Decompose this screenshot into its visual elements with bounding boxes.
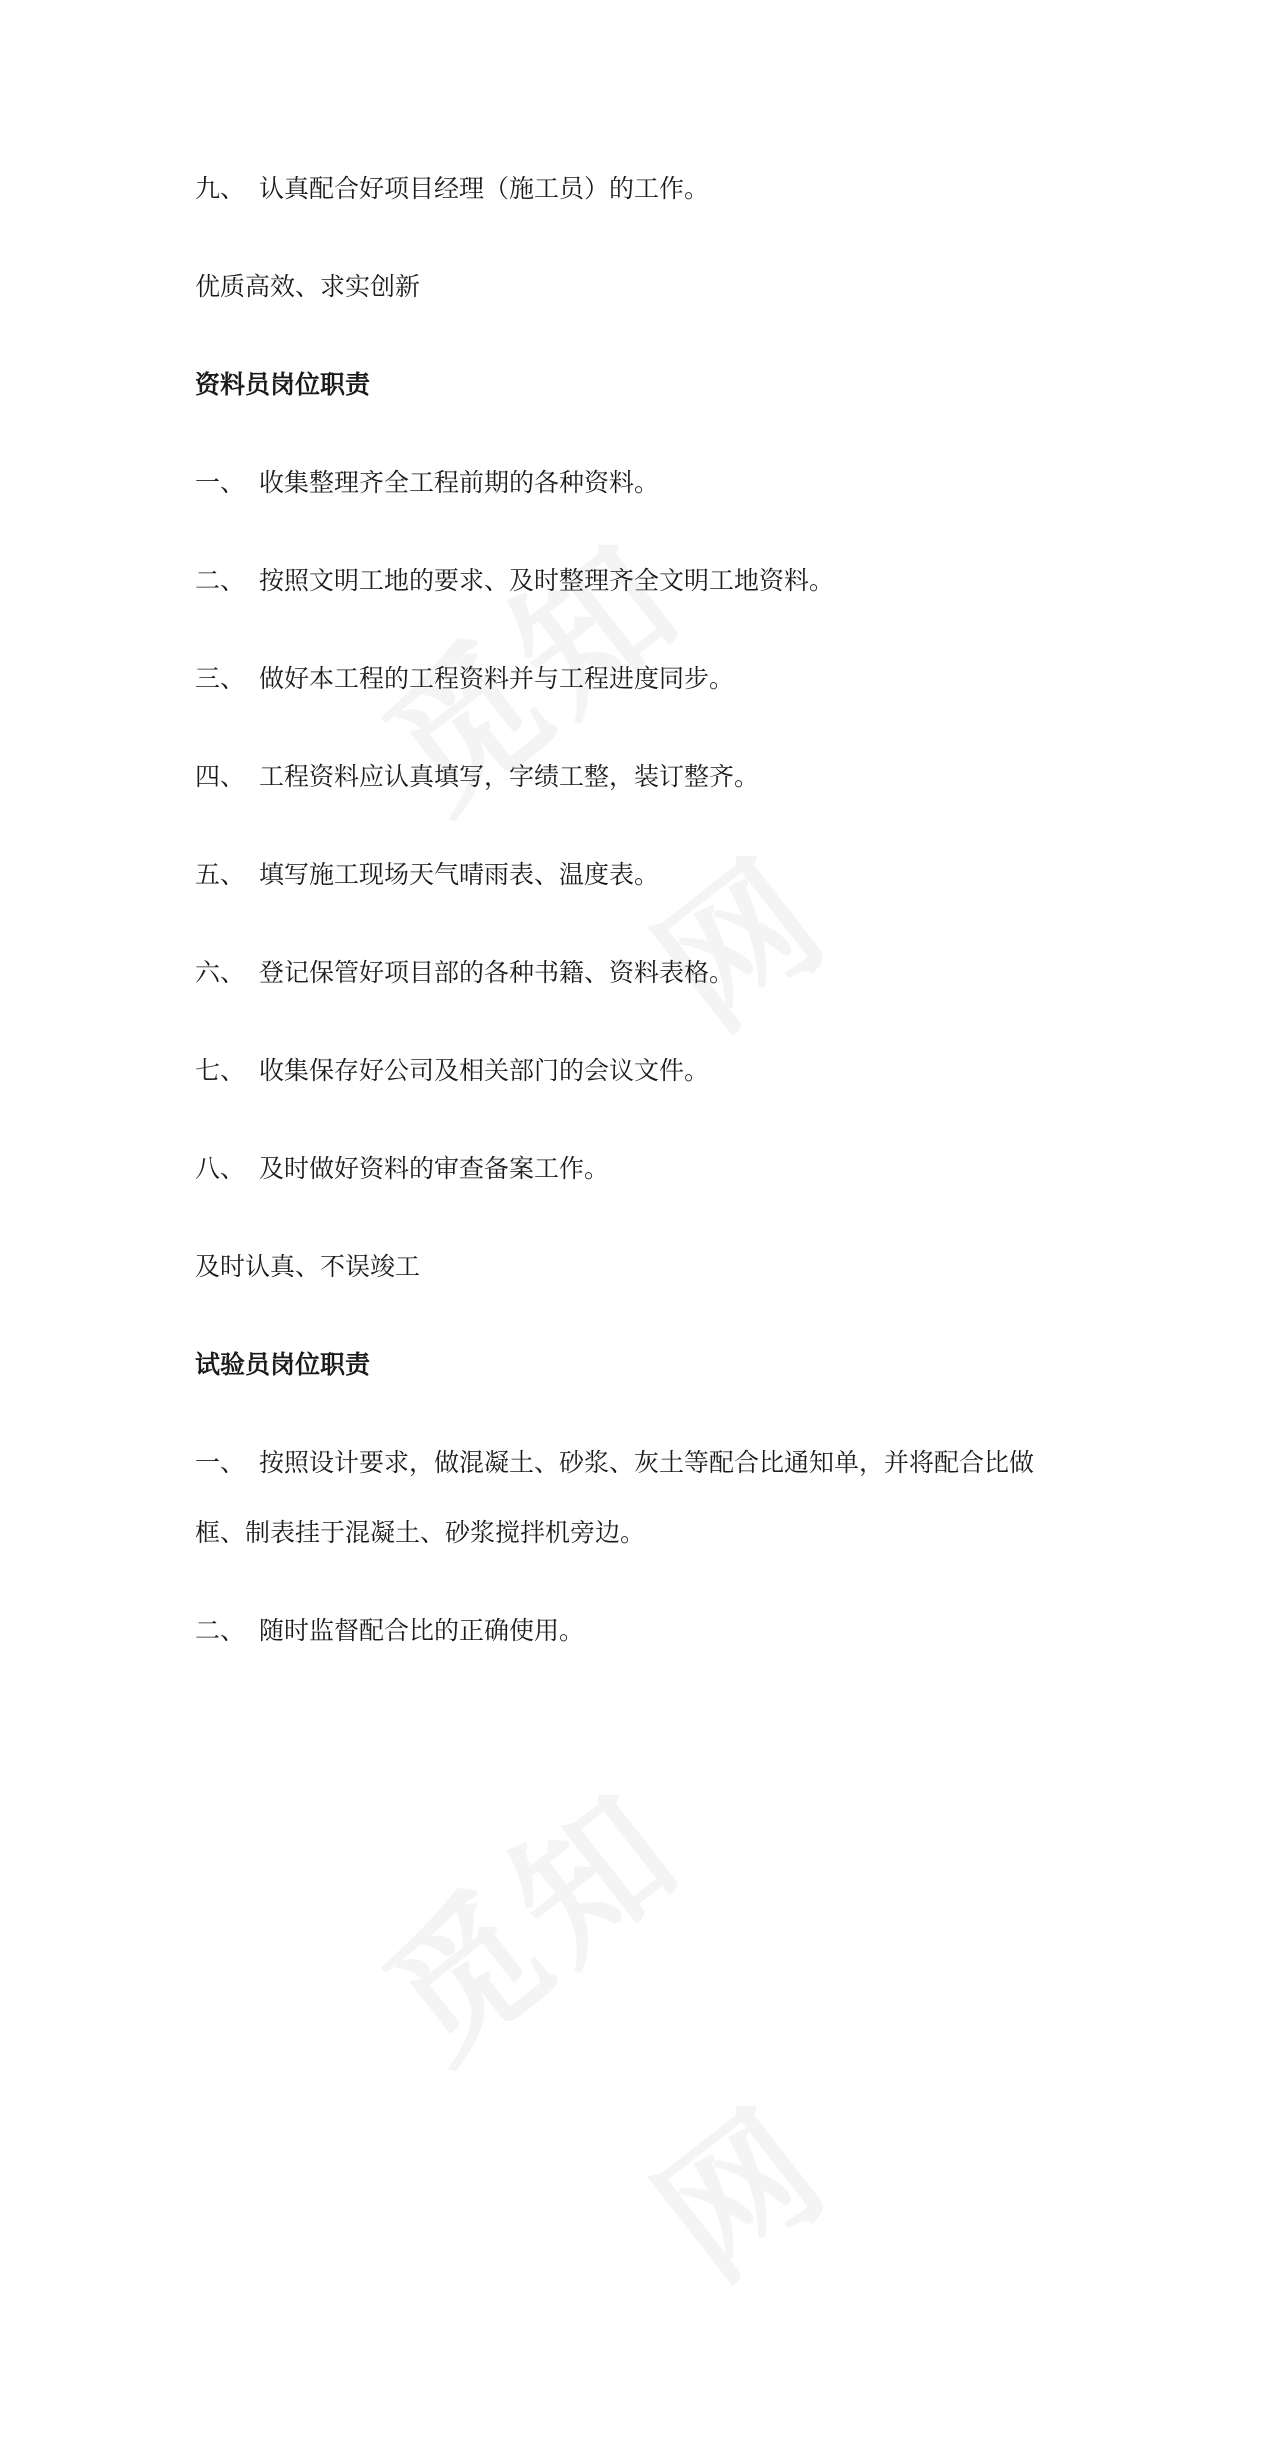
section-heading-tester: 试验员岗位职责 <box>195 1350 371 1379</box>
slogan-text: 及时认真、不误竣工 <box>195 1252 421 1281</box>
list-item-seven <box>195 1054 709 1088</box>
list-item-nine <box>195 172 709 206</box>
list-text: 框、制表挂于混凝土、砂浆搅拌机旁边。 <box>195 1518 646 1547</box>
list-number: 九、 <box>195 174 246 203</box>
list-text: 随时监督配合比的正确使用。 <box>259 1616 585 1645</box>
slogan-quality <box>195 270 420 304</box>
list-item-two-tester <box>195 1614 584 1648</box>
list-item-three <box>195 662 734 696</box>
watermark-text <box>265 413 1015 1207</box>
watermark <box>430 470 850 810</box>
list-text: 认真配合好项目经理（施工员）的工作。 <box>259 174 710 203</box>
list-text: 填写施工现场天气晴雨表、温度表。 <box>259 860 660 889</box>
list-item-one <box>195 466 659 500</box>
list-number: 八、 <box>195 1154 246 1183</box>
list-item-continuation <box>195 1516 645 1550</box>
list-text: 收集整理齐全工程前期的各种资料。 <box>259 468 660 497</box>
slogan-text: 优质高效、求实创新 <box>195 272 421 301</box>
list-number: 六、 <box>195 958 246 987</box>
list-number: 二、 <box>195 566 246 595</box>
list-item-four <box>195 760 759 794</box>
list-text: 工程资料应认真填写，字绩工整，装订整齐。 <box>259 762 760 791</box>
list-number: 七、 <box>195 1056 246 1085</box>
list-number: 二、 <box>195 1616 246 1645</box>
section-heading-archivist: 资料员岗位职责 <box>195 370 371 399</box>
list-item-two <box>195 564 834 598</box>
list-text: 登记保管好项目部的各种书籍、资料表格。 <box>259 958 735 987</box>
list-number: 五、 <box>195 860 246 889</box>
list-item-eight <box>195 1152 609 1186</box>
list-number: 一、 <box>195 468 246 497</box>
list-number: 三、 <box>195 664 246 693</box>
list-item-five <box>195 858 659 892</box>
slogan-timely <box>195 1250 420 1284</box>
watermark-bottom <box>430 1720 850 2060</box>
watermark-text-bottom <box>265 1663 1015 2457</box>
list-text: 按照文明工地的要求、及时整理齐全文明工地资料。 <box>259 566 835 595</box>
list-text: 做好本工程的工程资料并与工程进度同步。 <box>259 664 735 693</box>
list-text: 按照设计要求，做混凝土、砂浆、灰土等配合比通知单，并将配合比做 <box>259 1448 1035 1477</box>
list-item-one-tester <box>195 1446 1034 1480</box>
list-item-six <box>195 956 734 990</box>
list-number: 一、 <box>195 1448 246 1477</box>
list-text: 收集保存好公司及相关部门的会议文件。 <box>259 1056 710 1085</box>
list-text: 及时做好资料的审查备案工作。 <box>259 1154 610 1183</box>
list-number: 四、 <box>195 762 246 791</box>
